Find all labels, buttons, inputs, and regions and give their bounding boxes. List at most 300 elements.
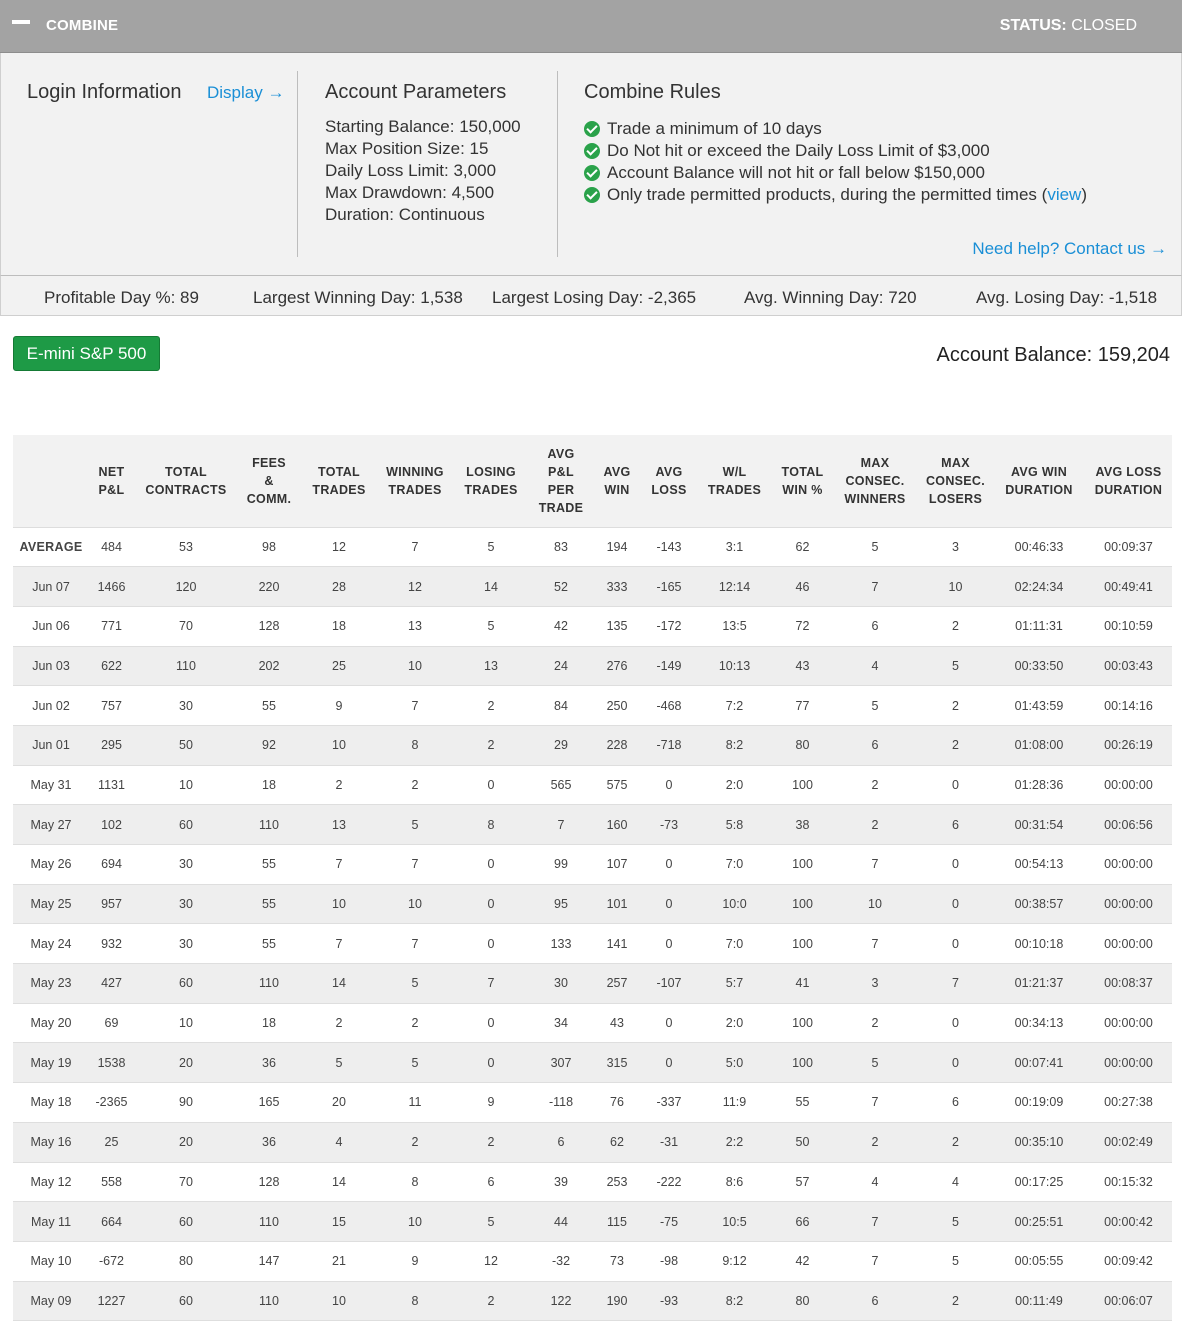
cell-avg-pnl-per-trade: 42	[530, 606, 592, 646]
cell-max-consec-winners: 6	[832, 1281, 918, 1321]
cell-total-win-pct: 41	[773, 964, 832, 1004]
table-row	[13, 606, 1172, 646]
cell-avg-win-duration: 02:24:34	[993, 567, 1085, 607]
contact-us-link[interactable]: Need help? Contact us →	[972, 239, 1167, 258]
cell-avg-pnl-per-trade: 39	[530, 1162, 592, 1202]
cell-avg-win: 73	[592, 1241, 642, 1281]
cell-losing-trades: 0	[452, 845, 530, 885]
cell-total-win-pct: 80	[773, 725, 832, 765]
login-information-title: Login Information	[27, 81, 182, 103]
rule-text: Do Not hit or exceed the Daily Loss Limit of $3,000	[607, 141, 990, 160]
cell-avg-loss-duration: 00:06:56	[1085, 805, 1172, 845]
param-duration: Duration: Continuous	[325, 205, 485, 224]
cell-avg-pnl-per-trade: -118	[530, 1083, 592, 1123]
cell-date: May 10	[13, 1241, 89, 1281]
cell-losing-trades: 8	[452, 805, 530, 845]
cell-date: AVERAGE	[13, 527, 89, 567]
cell-winning-trades: 12	[378, 567, 452, 607]
cell-losing-trades: 7	[452, 964, 530, 1004]
cell-wl-trades: 8:6	[696, 1162, 773, 1202]
account-parameters-title: Account Parameters	[325, 81, 507, 103]
rule-text-close: )	[1081, 185, 1087, 204]
cell-total-trades: 12	[300, 527, 378, 567]
cell-avg-win-duration: 00:46:33	[993, 527, 1085, 567]
cell-total-win-pct: 42	[773, 1241, 832, 1281]
cell-avg-win-duration: 00:33:50	[993, 646, 1085, 686]
cell-avg-win-duration: 01:21:37	[993, 964, 1085, 1004]
cell-net-pnl: 69	[89, 1003, 134, 1043]
table-row	[13, 924, 1172, 964]
cell-max-consec-losers: 5	[918, 1202, 993, 1242]
cell-avg-loss: -172	[642, 606, 696, 646]
cell-net-pnl: 1466	[89, 567, 134, 607]
cell-max-consec-winners: 5	[832, 1043, 918, 1083]
rule-text: Trade a minimum of 10 days	[607, 119, 822, 138]
column-header-avg-loss-duration: AVG LOSS DURATION	[1085, 435, 1172, 527]
cell-avg-loss-duration: 00:14:16	[1085, 686, 1172, 726]
cell-wl-trades: 10:5	[696, 1202, 773, 1242]
cell-avg-pnl-per-trade: 29	[530, 725, 592, 765]
cell-avg-win: 228	[592, 725, 642, 765]
cell-avg-loss: -143	[642, 527, 696, 567]
cell-avg-loss: 0	[642, 884, 696, 924]
daily-stats-table	[13, 435, 1172, 1321]
cell-avg-win-duration: 00:19:09	[993, 1083, 1085, 1123]
column-header-fees-comm: FEES & COMM.	[238, 435, 300, 527]
table-row	[13, 1122, 1172, 1162]
cell-avg-loss-duration: 00:09:42	[1085, 1241, 1172, 1281]
cell-date: Jun 01	[13, 725, 89, 765]
cell-fees-comm: 92	[238, 725, 300, 765]
cell-avg-win-duration: 00:38:57	[993, 884, 1085, 924]
cell-total-trades: 14	[300, 1162, 378, 1202]
cell-avg-loss: -222	[642, 1162, 696, 1202]
column-header-avg-pnl-per-trade: AVG P&L PER TRADE	[530, 435, 592, 527]
cell-total-win-pct: 50	[773, 1122, 832, 1162]
cell-avg-loss-duration: 00:02:49	[1085, 1122, 1172, 1162]
cell-avg-win-duration: 00:25:51	[993, 1202, 1085, 1242]
check-circle-icon	[584, 143, 600, 159]
cell-avg-loss-duration: 00:27:38	[1085, 1083, 1172, 1123]
status-indicator	[1000, 17, 1137, 35]
cell-net-pnl: 25	[89, 1122, 134, 1162]
cell-total-win-pct: 100	[773, 1003, 832, 1043]
cell-net-pnl: 1538	[89, 1043, 134, 1083]
cell-max-consec-winners: 7	[832, 567, 918, 607]
cell-winning-trades: 5	[378, 964, 452, 1004]
cell-avg-win: 135	[592, 606, 642, 646]
cell-total-trades: 15	[300, 1202, 378, 1242]
cell-winning-trades: 8	[378, 1281, 452, 1321]
cell-max-consec-winners: 2	[832, 1003, 918, 1043]
cell-total-trades: 2	[300, 765, 378, 805]
table-row	[13, 805, 1172, 845]
cell-losing-trades: 13	[452, 646, 530, 686]
cell-avg-loss-duration: 00:03:43	[1085, 646, 1172, 686]
cell-avg-pnl-per-trade: 24	[530, 646, 592, 686]
cell-avg-pnl-per-trade: 122	[530, 1281, 592, 1321]
cell-max-consec-winners: 5	[832, 686, 918, 726]
cell-losing-trades: 2	[452, 1281, 530, 1321]
view-permitted-products-link[interactable]: view	[1047, 185, 1082, 204]
cell-winning-trades: 2	[378, 1122, 452, 1162]
table-row	[13, 964, 1172, 1004]
cell-fees-comm: 128	[238, 1162, 300, 1202]
table-row	[13, 725, 1172, 765]
cell-wl-trades: 7:0	[696, 845, 773, 885]
cell-total-contracts: 30	[134, 845, 238, 885]
cell-avg-loss: 0	[642, 924, 696, 964]
cell-max-consec-winners: 7	[832, 1202, 918, 1242]
cell-avg-loss-duration: 00:09:37	[1085, 527, 1172, 567]
cell-wl-trades: 8:2	[696, 725, 773, 765]
cell-fees-comm: 36	[238, 1043, 300, 1083]
product-tab-emini-sp500[interactable]: E-mini S&P 500	[13, 336, 160, 371]
cell-max-consec-losers: 6	[918, 805, 993, 845]
cell-date: May 12	[13, 1162, 89, 1202]
column-header-avg-win-duration: AVG WIN DURATION	[993, 435, 1085, 527]
cell-max-consec-winners: 4	[832, 646, 918, 686]
cell-avg-loss-duration: 00:00:00	[1085, 1043, 1172, 1083]
column-header-avg-loss: AVG LOSS	[642, 435, 696, 527]
column-header-max-consec-winners: MAX CONSEC. WINNERS	[832, 435, 918, 527]
cell-date: May 23	[13, 964, 89, 1004]
cell-date: May 31	[13, 765, 89, 805]
cell-date: Jun 02	[13, 686, 89, 726]
cell-total-trades: 21	[300, 1241, 378, 1281]
cell-total-win-pct: 43	[773, 646, 832, 686]
cell-total-contracts: 60	[134, 805, 238, 845]
cell-fees-comm: 110	[238, 1202, 300, 1242]
cell-wl-trades: 3:1	[696, 527, 773, 567]
cell-max-consec-losers: 2	[918, 686, 993, 726]
combine-rules-list	[584, 118, 1087, 206]
cell-max-consec-losers: 0	[918, 1003, 993, 1043]
account-parameters-list	[325, 116, 521, 226]
cell-fees-comm: 128	[238, 606, 300, 646]
table-row	[13, 1083, 1172, 1123]
rule-item	[584, 162, 1087, 184]
cell-total-trades: 28	[300, 567, 378, 607]
cell-avg-win: 107	[592, 845, 642, 885]
cell-avg-pnl-per-trade: 307	[530, 1043, 592, 1083]
cell-total-contracts: 60	[134, 1202, 238, 1242]
table-header	[13, 435, 1172, 527]
cell-avg-win: 160	[592, 805, 642, 845]
cell-total-trades: 20	[300, 1083, 378, 1123]
cell-avg-loss-duration: 00:00:42	[1085, 1202, 1172, 1242]
param-daily-loss-limit: Daily Loss Limit: 3,000	[325, 161, 497, 180]
display-link[interactable]: Display →	[207, 83, 285, 102]
rule-text-main: Only trade permitted products, during the permitted times (	[607, 185, 1048, 204]
cell-max-consec-winners: 6	[832, 725, 918, 765]
cell-winning-trades: 5	[378, 805, 452, 845]
cell-avg-win: 141	[592, 924, 642, 964]
cell-fees-comm: 36	[238, 1122, 300, 1162]
cell-fees-comm: 202	[238, 646, 300, 686]
cell-net-pnl: 295	[89, 725, 134, 765]
cell-net-pnl: 1131	[89, 765, 134, 805]
cell-net-pnl: 1227	[89, 1281, 134, 1321]
cell-net-pnl: 957	[89, 884, 134, 924]
cell-max-consec-winners: 10	[832, 884, 918, 924]
cell-avg-loss: 0	[642, 765, 696, 805]
cell-max-consec-winners: 5	[832, 527, 918, 567]
cell-losing-trades: 0	[452, 1003, 530, 1043]
column-header-date	[13, 435, 89, 527]
cell-net-pnl: 484	[89, 527, 134, 567]
column-header-winning-trades: WINNING TRADES	[378, 435, 452, 527]
cell-max-consec-losers: 2	[918, 725, 993, 765]
cell-winning-trades: 13	[378, 606, 452, 646]
largest-losing-day: Largest Losing Day: -2,365	[492, 288, 697, 307]
cell-wl-trades: 5:0	[696, 1043, 773, 1083]
cell-avg-win: 43	[592, 1003, 642, 1043]
cell-fees-comm: 55	[238, 845, 300, 885]
cell-winning-trades: 10	[378, 884, 452, 924]
table-row	[13, 1043, 1172, 1083]
cell-avg-loss: -31	[642, 1122, 696, 1162]
cell-avg-win: 76	[592, 1083, 642, 1123]
cell-winning-trades: 5	[378, 1043, 452, 1083]
cell-avg-loss-duration: 00:00:00	[1085, 765, 1172, 805]
cell-avg-win-duration: 00:11:49	[993, 1281, 1085, 1321]
cell-max-consec-losers: 5	[918, 1241, 993, 1281]
cell-date: Jun 03	[13, 646, 89, 686]
cell-avg-loss: -337	[642, 1083, 696, 1123]
cell-date: May 20	[13, 1003, 89, 1043]
cell-wl-trades: 11:9	[696, 1083, 773, 1123]
cell-date: May 09	[13, 1281, 89, 1321]
cell-total-win-pct: 72	[773, 606, 832, 646]
cell-avg-win: 101	[592, 884, 642, 924]
column-header-total-trades: TOTAL TRADES	[300, 435, 378, 527]
table-row	[13, 646, 1172, 686]
cell-fees-comm: 55	[238, 924, 300, 964]
cell-total-trades: 7	[300, 924, 378, 964]
cell-max-consec-losers: 7	[918, 964, 993, 1004]
cell-total-trades: 14	[300, 964, 378, 1004]
cell-losing-trades: 12	[452, 1241, 530, 1281]
cell-avg-loss: 0	[642, 1043, 696, 1083]
cell-avg-win: 115	[592, 1202, 642, 1242]
cell-wl-trades: 8:2	[696, 1281, 773, 1321]
cell-total-trades: 13	[300, 805, 378, 845]
cell-max-consec-losers: 4	[918, 1162, 993, 1202]
table-body	[13, 527, 1172, 1321]
cell-avg-loss-duration: 00:00:00	[1085, 845, 1172, 885]
cell-avg-loss-duration: 00:06:07	[1085, 1281, 1172, 1321]
cell-max-consec-losers: 10	[918, 567, 993, 607]
rule-text	[607, 184, 1087, 206]
param-max-position-size: Max Position Size: 15	[325, 139, 489, 158]
cell-avg-win: 257	[592, 964, 642, 1004]
cell-winning-trades: 2	[378, 765, 452, 805]
table-row	[13, 1003, 1172, 1043]
cell-net-pnl: 932	[89, 924, 134, 964]
cell-avg-win: 190	[592, 1281, 642, 1321]
collapse-minus-icon[interactable]	[12, 20, 30, 24]
cell-wl-trades: 2:0	[696, 1003, 773, 1043]
cell-date: May 19	[13, 1043, 89, 1083]
cell-avg-loss: -107	[642, 964, 696, 1004]
cell-avg-loss: -149	[642, 646, 696, 686]
cell-fees-comm: 18	[238, 1003, 300, 1043]
cell-max-consec-winners: 3	[832, 964, 918, 1004]
cell-fees-comm: 18	[238, 765, 300, 805]
cell-avg-win-duration: 00:10:18	[993, 924, 1085, 964]
average-row	[13, 527, 1172, 567]
rule-item	[584, 118, 1087, 140]
cell-avg-loss: 0	[642, 1003, 696, 1043]
cell-total-contracts: 20	[134, 1122, 238, 1162]
cell-avg-pnl-per-trade: 95	[530, 884, 592, 924]
cell-total-contracts: 30	[134, 924, 238, 964]
cell-avg-pnl-per-trade: 565	[530, 765, 592, 805]
cell-losing-trades: 5	[452, 606, 530, 646]
cell-date: May 18	[13, 1083, 89, 1123]
avg-losing-day: Avg. Losing Day: -1,518	[976, 288, 1158, 307]
cell-winning-trades: 8	[378, 725, 452, 765]
cell-total-contracts: 110	[134, 646, 238, 686]
cell-net-pnl: -672	[89, 1241, 134, 1281]
cell-total-win-pct: 62	[773, 527, 832, 567]
table-row	[13, 884, 1172, 924]
info-panel	[0, 53, 1182, 276]
cell-losing-trades: 6	[452, 1162, 530, 1202]
cell-net-pnl: 771	[89, 606, 134, 646]
cell-total-contracts: 60	[134, 1281, 238, 1321]
cell-max-consec-losers: 3	[918, 527, 993, 567]
column-header-total-win-pct: TOTAL WIN %	[773, 435, 832, 527]
cell-total-win-pct: 55	[773, 1083, 832, 1123]
cell-avg-win-duration: 00:07:41	[993, 1043, 1085, 1083]
cell-wl-trades: 2:0	[696, 765, 773, 805]
cell-total-win-pct: 100	[773, 765, 832, 805]
cell-wl-trades: 5:7	[696, 964, 773, 1004]
cell-date: May 25	[13, 884, 89, 924]
cell-max-consec-winners: 2	[832, 805, 918, 845]
cell-losing-trades: 2	[452, 725, 530, 765]
cell-avg-win: 575	[592, 765, 642, 805]
summary-strip	[0, 276, 1182, 316]
check-circle-icon	[584, 121, 600, 137]
cell-total-win-pct: 100	[773, 1043, 832, 1083]
cell-total-win-pct: 100	[773, 884, 832, 924]
column-header-losing-trades: LOSING TRADES	[452, 435, 530, 527]
cell-total-win-pct: 66	[773, 1202, 832, 1242]
cell-avg-win: 62	[592, 1122, 642, 1162]
divider	[297, 71, 298, 257]
cell-avg-pnl-per-trade: 7	[530, 805, 592, 845]
cell-avg-win: 315	[592, 1043, 642, 1083]
combine-header[interactable]	[0, 0, 1182, 53]
cell-total-trades: 18	[300, 606, 378, 646]
table-row	[13, 567, 1172, 607]
cell-avg-win-duration: 00:34:13	[993, 1003, 1085, 1043]
cell-max-consec-losers: 6	[918, 1083, 993, 1123]
status-value: CLOSED	[1071, 17, 1137, 34]
cell-avg-pnl-per-trade: 44	[530, 1202, 592, 1242]
cell-avg-win-duration: 00:17:25	[993, 1162, 1085, 1202]
cell-total-trades: 5	[300, 1043, 378, 1083]
cell-winning-trades: 11	[378, 1083, 452, 1123]
cell-max-consec-winners: 7	[832, 1083, 918, 1123]
cell-losing-trades: 0	[452, 884, 530, 924]
profitable-day-percent: Profitable Day %: 89	[44, 288, 199, 307]
cell-total-contracts: 90	[134, 1083, 238, 1123]
cell-losing-trades: 0	[452, 1043, 530, 1083]
cell-winning-trades: 10	[378, 646, 452, 686]
cell-fees-comm: 110	[238, 805, 300, 845]
cell-date: Jun 07	[13, 567, 89, 607]
cell-losing-trades: 2	[452, 1122, 530, 1162]
column-header-total-contracts: TOTAL CONTRACTS	[134, 435, 238, 527]
cell-fees-comm: 110	[238, 1281, 300, 1321]
cell-total-trades: 10	[300, 725, 378, 765]
cell-avg-win: 250	[592, 686, 642, 726]
cell-wl-trades: 2:2	[696, 1122, 773, 1162]
cell-total-contracts: 30	[134, 686, 238, 726]
cell-avg-loss: -718	[642, 725, 696, 765]
cell-avg-pnl-per-trade: -32	[530, 1241, 592, 1281]
column-header-wl-trades: W/L TRADES	[696, 435, 773, 527]
cell-max-consec-losers: 0	[918, 924, 993, 964]
cell-total-trades: 2	[300, 1003, 378, 1043]
cell-avg-loss: -468	[642, 686, 696, 726]
cell-fees-comm: 165	[238, 1083, 300, 1123]
cell-total-trades: 4	[300, 1122, 378, 1162]
cell-fees-comm: 98	[238, 527, 300, 567]
table-row	[13, 1241, 1172, 1281]
cell-total-trades: 25	[300, 646, 378, 686]
cell-avg-pnl-per-trade: 52	[530, 567, 592, 607]
cell-avg-loss-duration: 00:00:00	[1085, 924, 1172, 964]
cell-avg-pnl-per-trade: 34	[530, 1003, 592, 1043]
cell-total-trades: 10	[300, 1281, 378, 1321]
cell-wl-trades: 10:13	[696, 646, 773, 686]
cell-avg-pnl-per-trade: 30	[530, 964, 592, 1004]
cell-total-contracts: 30	[134, 884, 238, 924]
cell-max-consec-winners: 4	[832, 1162, 918, 1202]
cell-wl-trades: 5:8	[696, 805, 773, 845]
column-header-max-consec-losers: MAX CONSEC. LOSERS	[918, 435, 993, 527]
rule-item	[584, 184, 1087, 206]
cell-total-win-pct: 57	[773, 1162, 832, 1202]
cell-avg-pnl-per-trade: 133	[530, 924, 592, 964]
cell-avg-loss: -73	[642, 805, 696, 845]
cell-max-consec-winners: 2	[832, 765, 918, 805]
cell-net-pnl: -2365	[89, 1083, 134, 1123]
cell-total-contracts: 10	[134, 765, 238, 805]
cell-winning-trades: 7	[378, 527, 452, 567]
cell-max-consec-losers: 0	[918, 845, 993, 885]
cell-avg-win: 253	[592, 1162, 642, 1202]
cell-fees-comm: 220	[238, 567, 300, 607]
table-row	[13, 1202, 1172, 1242]
cell-max-consec-winners: 7	[832, 924, 918, 964]
cell-avg-win-duration: 00:54:13	[993, 845, 1085, 885]
cell-date: Jun 06	[13, 606, 89, 646]
cell-fees-comm: 110	[238, 964, 300, 1004]
status-label: STATUS:	[999, 17, 1067, 34]
cell-total-contracts: 70	[134, 1162, 238, 1202]
cell-losing-trades: 9	[452, 1083, 530, 1123]
cell-total-win-pct: 80	[773, 1281, 832, 1321]
table-row	[13, 1162, 1172, 1202]
cell-net-pnl: 664	[89, 1202, 134, 1242]
cell-avg-win: 276	[592, 646, 642, 686]
